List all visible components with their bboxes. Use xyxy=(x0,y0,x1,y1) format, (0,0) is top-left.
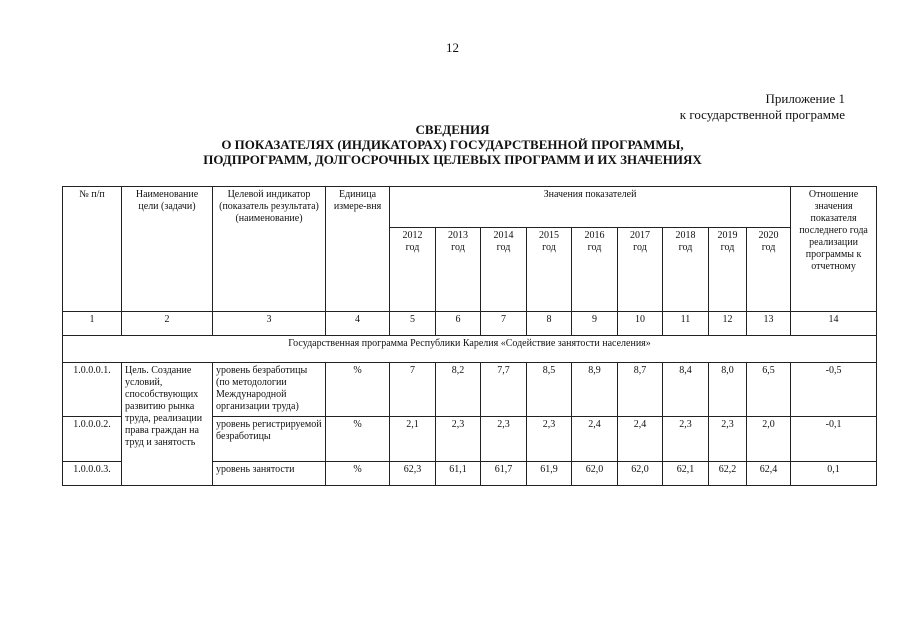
header-unit: Единица измере-вня xyxy=(326,187,390,312)
header-num: № п/п xyxy=(63,187,122,312)
year-header: 2014 год xyxy=(481,228,527,312)
row-value: 8,4 xyxy=(663,363,709,417)
row-value: 61,7 xyxy=(481,462,527,486)
header-values: Значения показателей xyxy=(390,187,791,228)
row-value: 7,7 xyxy=(481,363,527,417)
column-number: 1 xyxy=(63,312,122,336)
column-number: 5 xyxy=(390,312,436,336)
program-row xyxy=(63,336,877,363)
row-value: 7 xyxy=(390,363,436,417)
row-value: 62,3 xyxy=(390,462,436,486)
row-indicator: уровень безработицы (по методологии Международной организации труда) xyxy=(213,363,326,417)
appendix-line-1: Приложение 1 xyxy=(765,91,845,106)
row-num: 1.0.0.0.1. xyxy=(63,363,122,417)
column-number: 14 xyxy=(791,312,877,336)
row-num: 1.0.0.0.2. xyxy=(63,417,122,462)
year-header: 2018 год xyxy=(663,228,709,312)
row-value: 2,3 xyxy=(663,417,709,462)
row-value: 62,2 xyxy=(709,462,747,486)
row-value: 62,1 xyxy=(663,462,709,486)
column-number: 8 xyxy=(527,312,572,336)
document-title xyxy=(0,122,905,167)
indicators-table xyxy=(62,186,877,486)
column-numbers-row xyxy=(63,312,877,336)
row-unit: % xyxy=(326,417,390,462)
column-number: 10 xyxy=(618,312,663,336)
header-row xyxy=(63,187,877,228)
year-header: 2019 год xyxy=(709,228,747,312)
column-number: 3 xyxy=(213,312,326,336)
row-value: 2,3 xyxy=(709,417,747,462)
header-goal: Наименование цели (задачи) xyxy=(122,187,213,312)
column-number: 4 xyxy=(326,312,390,336)
title-line-3: ПОДПРОГРАММ, ДОЛГОСРОЧНЫХ ЦЕЛЕВЫХ ПРОГРАММ И ИХ ЗНАЧЕНИЯХ xyxy=(203,152,702,167)
row-value: 2,3 xyxy=(436,417,481,462)
row-unit: % xyxy=(326,462,390,486)
appendix-line-2: к государственной программе xyxy=(679,107,845,122)
row-value: 6,5 xyxy=(747,363,791,417)
column-number: 6 xyxy=(436,312,481,336)
row-value: 8,5 xyxy=(527,363,572,417)
row-value: 61,9 xyxy=(527,462,572,486)
year-header: 2012 год xyxy=(390,228,436,312)
goal-cell: Цель. Создание условий, способствующих развитию рынка труда, реализации права граждан на труд и занятость xyxy=(122,363,213,486)
year-header: 2017 год xyxy=(618,228,663,312)
title-line-2: О ПОКАЗАТЕЛЯХ (ИНДИКАТОРАХ) ГОСУДАРСТВЕННОЙ ПРОГРАММЫ, xyxy=(221,137,684,152)
page-number: 12 xyxy=(446,40,459,55)
header-ratio: Отношение значения показателя последнего года реализации программы к отчетному xyxy=(791,187,877,312)
row-ratio: -0,5 xyxy=(791,363,877,417)
row-value: 2,4 xyxy=(618,417,663,462)
row-value: 2,0 xyxy=(747,417,791,462)
row-ratio: 0,1 xyxy=(791,462,877,486)
row-value: 2,3 xyxy=(527,417,572,462)
column-number: 9 xyxy=(572,312,618,336)
column-number: 13 xyxy=(747,312,791,336)
row-indicator: уровень регистрируемой безработицы xyxy=(213,417,326,462)
row-value: 62,0 xyxy=(572,462,618,486)
table-row xyxy=(63,363,877,417)
program-name: Государственная программа Республики Карелия «Содействие занятости населения» xyxy=(63,336,877,363)
column-number: 12 xyxy=(709,312,747,336)
column-number: 7 xyxy=(481,312,527,336)
row-value: 2,1 xyxy=(390,417,436,462)
row-value: 8,0 xyxy=(709,363,747,417)
row-ratio: -0,1 xyxy=(791,417,877,462)
row-value: 61,1 xyxy=(436,462,481,486)
header-indicator: Целевой индикатор (показатель результата) (наименование) xyxy=(213,187,326,312)
row-value: 2,4 xyxy=(572,417,618,462)
row-value: 8,7 xyxy=(618,363,663,417)
row-value: 8,9 xyxy=(572,363,618,417)
column-number: 2 xyxy=(122,312,213,336)
row-num: 1.0.0.0.3. xyxy=(63,462,122,486)
year-header: 2013 год xyxy=(436,228,481,312)
year-header: 2016 год xyxy=(572,228,618,312)
row-value: 8,2 xyxy=(436,363,481,417)
column-number: 11 xyxy=(663,312,709,336)
year-header: 2020 год xyxy=(747,228,791,312)
year-header: 2015 год xyxy=(527,228,572,312)
row-value: 2,3 xyxy=(481,417,527,462)
row-indicator: уровень занятости xyxy=(213,462,326,486)
row-unit: % xyxy=(326,363,390,417)
row-value: 62,4 xyxy=(747,462,791,486)
appendix-note xyxy=(680,91,845,123)
row-value: 62,0 xyxy=(618,462,663,486)
title-line-1: СВЕДЕНИЯ xyxy=(415,122,490,137)
